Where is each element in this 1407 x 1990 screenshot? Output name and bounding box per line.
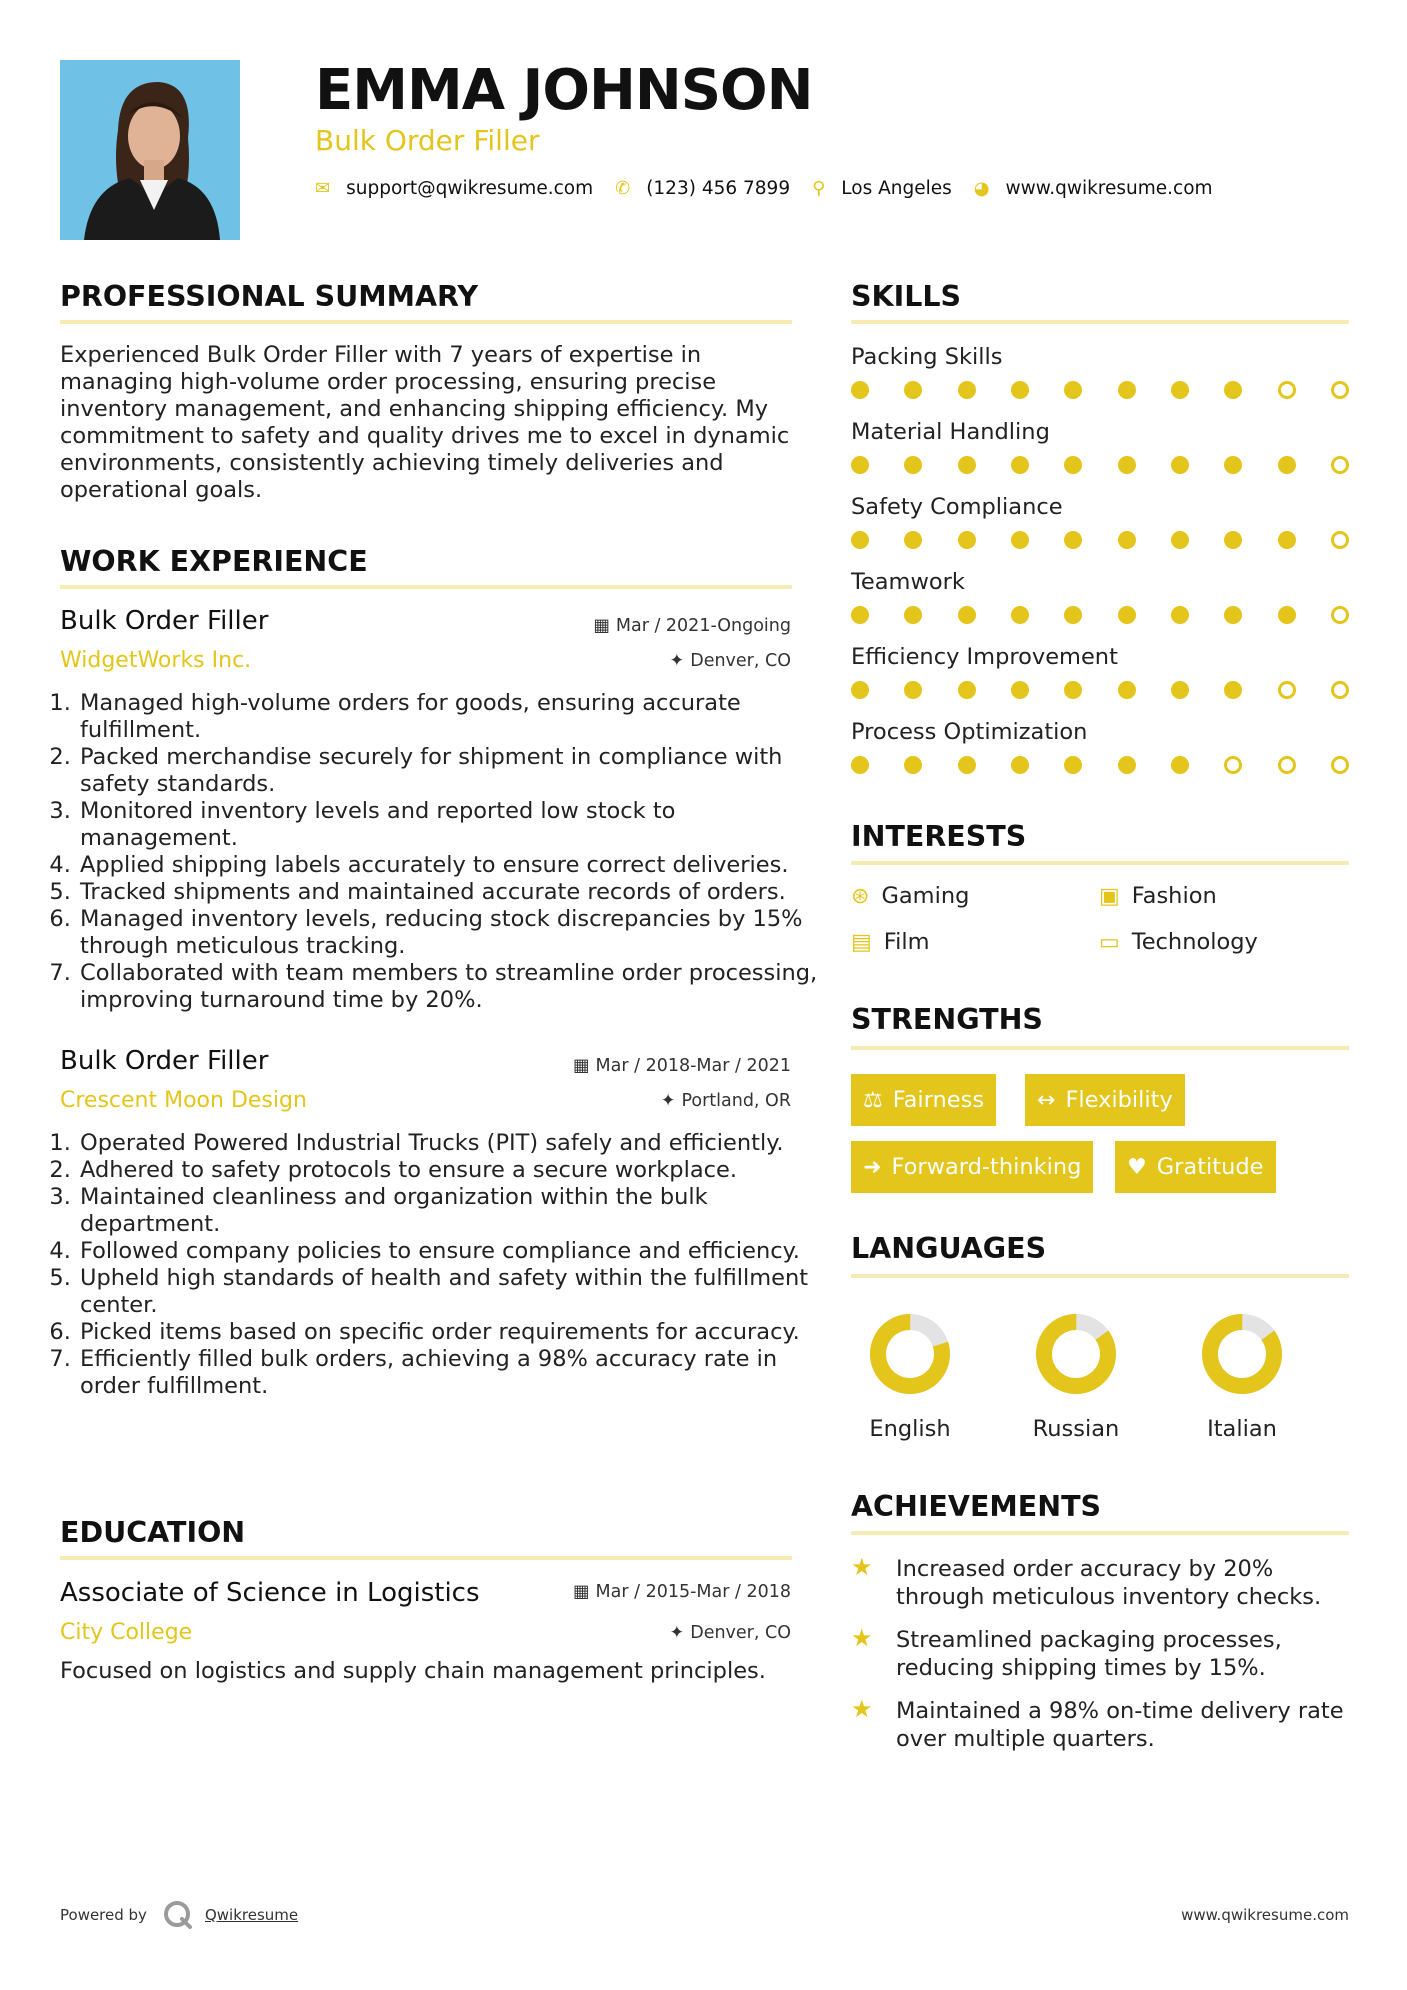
skill-rating xyxy=(851,756,1349,774)
achievement-item xyxy=(851,1555,1351,1611)
rating-dot-filled xyxy=(1224,681,1242,699)
achievement-text: Increased order accuracy by 20% through meticulous inventory checks. xyxy=(896,1556,1322,1610)
pin-icon: ✦ xyxy=(669,1623,685,1643)
section-title-skills: SKILLS xyxy=(851,280,962,313)
skill-rating xyxy=(851,456,1349,474)
rating-dot-empty xyxy=(1331,681,1349,699)
section-title-summary: PROFESSIONAL SUMMARY xyxy=(60,280,479,313)
achievement-item xyxy=(851,1626,1351,1682)
balance-scale-icon: ⚖ xyxy=(863,1087,883,1113)
section-title-strengths: STRENGTHS xyxy=(851,1003,1043,1036)
rating-dot-filled xyxy=(1171,381,1189,399)
professional-summary: Experienced Bulk Order Filler with 7 years of expertise in managing high-volume order processing, ensuring precise inventory management, and enhancing shipping efficiency. My commitment to safety and quality drives me to excel in dynamic environments, consistently achieving timely deliveries and operational goals. xyxy=(60,342,790,503)
rating-dot-filled xyxy=(851,681,869,699)
rating-dot-filled xyxy=(851,456,869,474)
contact-location: Los Angeles xyxy=(841,178,952,199)
list-item: 2. Adhered to safety protocols to ensure a secure workplace. xyxy=(78,1157,828,1184)
section-divider xyxy=(851,320,1349,324)
section-title-languages: LANGUAGES xyxy=(851,1232,1047,1265)
skill-name: Packing Skills xyxy=(851,344,1003,370)
job-duties-list xyxy=(52,690,828,1014)
skill-rating xyxy=(851,381,1349,399)
list-item: 6. Managed inventory levels, reducing stock discrepancies by 15% through meticulous tracking. xyxy=(78,906,828,960)
rating-dot-filled xyxy=(1224,531,1242,549)
interest-item xyxy=(851,883,969,909)
rating-dot-filled xyxy=(904,756,922,774)
section-divider xyxy=(60,585,792,589)
skill-name: Teamwork xyxy=(851,569,965,595)
rating-dot-empty xyxy=(1331,456,1349,474)
skill-name: Safety Compliance xyxy=(851,494,1063,520)
rating-dot-filled xyxy=(851,756,869,774)
film-icon: ▤ xyxy=(851,929,872,955)
rating-dot-filled xyxy=(1171,456,1189,474)
laptop-icon: ▭ xyxy=(1099,929,1120,955)
rating-dot-empty xyxy=(1331,381,1349,399)
education-description: Focused on logistics and supply chain management principles. xyxy=(60,1658,766,1684)
rating-dot-filled xyxy=(851,606,869,624)
rating-dot-filled xyxy=(1118,681,1136,699)
person-portrait-image xyxy=(60,60,240,240)
list-item: 6. Picked items based on specific order requirements for accuracy. xyxy=(78,1319,828,1346)
donut-fill xyxy=(1032,1310,1120,1398)
section-title-interests: INTERESTS xyxy=(851,820,1027,853)
rating-dot-filled xyxy=(1118,531,1136,549)
job-dates xyxy=(593,616,791,636)
rating-dot-filled xyxy=(851,381,869,399)
language-label: Russian xyxy=(1032,1416,1120,1442)
rating-dot-filled xyxy=(1118,756,1136,774)
rating-dot-filled xyxy=(851,531,869,549)
skill-rating xyxy=(851,681,1349,699)
section-title-education: EDUCATION xyxy=(60,1516,246,1549)
skill-name: Process Optimization xyxy=(851,719,1088,745)
interest-label: Gaming xyxy=(881,883,970,909)
skill-name: Material Handling xyxy=(851,419,1050,445)
contact-email[interactable]: support@qwikresume.com xyxy=(346,178,594,199)
profile-photo xyxy=(60,60,240,240)
rating-dot-filled xyxy=(1118,381,1136,399)
interest-item xyxy=(851,929,930,955)
section-divider xyxy=(851,1046,1349,1050)
interest-item xyxy=(1099,883,1217,909)
strength-label: Fairness xyxy=(892,1087,985,1113)
rating-dot-filled xyxy=(1064,606,1082,624)
rating-dot-filled xyxy=(1011,756,1029,774)
map-pin-icon: ⚲ xyxy=(812,178,826,199)
rating-dot-filled xyxy=(1064,531,1082,549)
rating-dot-filled xyxy=(1064,756,1082,774)
star-icon: ★ xyxy=(851,1695,873,1723)
section-divider xyxy=(60,1556,792,1560)
rating-dot-filled xyxy=(958,381,976,399)
job-title: Bulk Order Filler xyxy=(60,606,269,636)
list-item: 4. Followed company policies to ensure compliance and efficiency. xyxy=(78,1238,828,1265)
strength-label: Forward-thinking xyxy=(891,1154,1082,1180)
rating-dot-filled xyxy=(1171,756,1189,774)
skill-rating xyxy=(851,606,1349,624)
rating-dot-filled xyxy=(1011,531,1029,549)
rating-dot-filled xyxy=(958,681,976,699)
rating-dot-filled xyxy=(1064,381,1082,399)
rating-dot-empty xyxy=(1331,606,1349,624)
rating-dot-filled xyxy=(1011,381,1029,399)
section-divider xyxy=(851,861,1349,865)
list-item: 1. Operated Powered Industrial Trucks (PIT) safely and efficiently. xyxy=(78,1130,828,1157)
section-title-achievements: ACHIEVEMENTS xyxy=(851,1490,1102,1523)
rating-dot-filled xyxy=(904,606,922,624)
language-label: English xyxy=(869,1416,951,1442)
strength-badge xyxy=(1115,1141,1276,1193)
rating-dot-empty xyxy=(1278,681,1296,699)
achievement-text: Streamlined packaging processes, reducing shipping times by 15%. xyxy=(896,1627,1282,1681)
powered-by-label: Powered by xyxy=(60,1906,147,1924)
footer-website[interactable]: www.qwikresume.com xyxy=(1181,1906,1349,1924)
candidate-name: EMMA JOHNSON xyxy=(315,58,813,123)
rating-dot-filled xyxy=(1171,531,1189,549)
contact-website[interactable]: www.qwikresume.com xyxy=(1005,178,1213,199)
job-duties-list xyxy=(52,1130,828,1400)
rating-dot-empty xyxy=(1331,756,1349,774)
rating-dot-empty xyxy=(1278,381,1296,399)
rating-dot-filled xyxy=(1224,606,1242,624)
job-company: WidgetWorks Inc. xyxy=(60,648,252,673)
job-title: Bulk Order Filler xyxy=(60,1046,269,1076)
star-icon: ★ xyxy=(851,1553,873,1581)
calendar-icon: ▦ xyxy=(572,1582,590,1602)
list-item: 5. Upheld high standards of health and safety within the fulfillment center. xyxy=(78,1265,828,1319)
section-divider xyxy=(60,320,792,324)
job-location-text: Portland, OR xyxy=(681,1091,791,1111)
envelope-icon: ✉ xyxy=(315,178,331,199)
strength-badge xyxy=(851,1074,996,1126)
qwikresume-logo-icon xyxy=(161,1898,195,1932)
star-icon: ★ xyxy=(851,1624,873,1652)
interest-label: Film xyxy=(883,929,930,955)
arrows-horizontal-icon: ↔ xyxy=(1037,1087,1056,1113)
footer-powered-by xyxy=(60,1898,298,1932)
rating-dot-filled xyxy=(1011,681,1029,699)
education-dates xyxy=(573,1582,791,1602)
language-donut xyxy=(866,1310,954,1398)
list-item: 7. Collaborated with team members to streamline order processing, improving turnaround time by 20%. xyxy=(78,960,828,1014)
list-item: 3. Maintained cleanliness and organization within the bulk department. xyxy=(78,1184,828,1238)
strength-badge xyxy=(851,1141,1093,1193)
rating-dot-filled xyxy=(958,756,976,774)
rating-dot-filled xyxy=(904,681,922,699)
list-item: 2. Packed merchandise securely for shipment in compliance with safety standards. xyxy=(78,744,828,798)
list-item: 7. Efficiently filled bulk orders, achieving a 98% accuracy rate in order fulfillment. xyxy=(78,1346,828,1400)
interest-label: Technology xyxy=(1131,929,1258,955)
contact-bar xyxy=(315,178,1235,199)
rating-dot-empty xyxy=(1278,756,1296,774)
achievement-item xyxy=(851,1697,1351,1753)
skill-rating xyxy=(851,531,1349,549)
candidate-title: Bulk Order Filler xyxy=(315,124,540,157)
rating-dot-filled xyxy=(958,606,976,624)
rating-dot-empty xyxy=(1224,756,1242,774)
education-degree: Associate of Science in Logistics xyxy=(60,1578,480,1608)
rating-dot-empty xyxy=(1331,531,1349,549)
skill-name: Efficiency Improvement xyxy=(851,644,1118,670)
strength-label: Gratitude xyxy=(1156,1154,1264,1180)
rating-dot-filled xyxy=(904,456,922,474)
calendar-icon: ▦ xyxy=(572,1056,590,1076)
interest-item xyxy=(1099,929,1258,955)
achievement-text: Maintained a 98% on-time delivery rate over multiple quarters. xyxy=(896,1698,1344,1752)
rating-dot-filled xyxy=(904,531,922,549)
education-location-text: Denver, CO xyxy=(690,1623,791,1643)
rating-dot-filled xyxy=(1011,456,1029,474)
rating-dot-filled xyxy=(1064,456,1082,474)
shopping-bag-icon: ▣ xyxy=(1099,883,1120,909)
rating-dot-filled xyxy=(1064,681,1082,699)
list-item: 4. Applied shipping labels accurately to ensure correct deliveries. xyxy=(78,852,828,879)
job-location xyxy=(670,651,791,671)
donut-fill xyxy=(1198,1310,1286,1398)
calendar-icon: ▦ xyxy=(593,616,610,636)
rating-dot-filled xyxy=(1278,531,1296,549)
language-donut xyxy=(1198,1310,1286,1398)
education-location xyxy=(670,1623,791,1643)
rating-dot-filled xyxy=(1171,606,1189,624)
job-dates xyxy=(573,1056,791,1076)
list-item: 3. Monitored inventory levels and reported low stock to management. xyxy=(78,798,828,852)
phone-icon: ✆ xyxy=(615,178,631,199)
list-item: 1. Managed high-volume orders for goods, ensuring accurate fulfillment. xyxy=(78,690,828,744)
rating-dot-filled xyxy=(1278,456,1296,474)
language-donut xyxy=(1032,1310,1120,1398)
section-divider xyxy=(851,1274,1349,1278)
gamepad-icon: ⊛ xyxy=(851,883,870,909)
contact-phone[interactable]: (123) 456 7899 xyxy=(646,178,791,199)
job-location-text: Denver, CO xyxy=(690,651,791,671)
rating-dot-filled xyxy=(1171,681,1189,699)
strength-label: Flexibility xyxy=(1065,1087,1173,1113)
heart-icon: ♥ xyxy=(1127,1154,1147,1180)
brand-link[interactable]: Qwikresume xyxy=(204,1906,299,1924)
rating-dot-filled xyxy=(1224,381,1242,399)
rating-dot-filled xyxy=(1011,606,1029,624)
job-dates-text: Mar / 2018-Mar / 2021 xyxy=(595,1056,791,1076)
education-school: City College xyxy=(60,1620,193,1645)
education-dates-text: Mar / 2015-Mar / 2018 xyxy=(595,1582,791,1602)
list-item: 5. Tracked shipments and maintained accurate records of orders. xyxy=(78,879,828,906)
rating-dot-filled xyxy=(1118,456,1136,474)
section-divider xyxy=(851,1531,1349,1535)
rating-dot-filled xyxy=(1118,606,1136,624)
rating-dot-filled xyxy=(1224,456,1242,474)
pin-icon: ✦ xyxy=(669,651,685,671)
globe-icon: ◕ xyxy=(973,178,990,199)
job-company: Crescent Moon Design xyxy=(60,1088,307,1113)
strength-badge xyxy=(1025,1074,1185,1126)
pin-icon: ✦ xyxy=(660,1091,676,1111)
rating-dot-filled xyxy=(958,456,976,474)
rating-dot-filled xyxy=(958,531,976,549)
section-title-experience: WORK EXPERIENCE xyxy=(60,545,368,578)
rating-dot-filled xyxy=(1278,606,1296,624)
job-dates-text: Mar / 2021-Ongoing xyxy=(615,616,791,636)
language-label: Italian xyxy=(1207,1416,1277,1442)
arrow-right-icon: ➜ xyxy=(863,1154,882,1180)
job-location xyxy=(661,1091,791,1111)
rating-dot-filled xyxy=(904,381,922,399)
interest-label: Fashion xyxy=(1131,883,1217,909)
